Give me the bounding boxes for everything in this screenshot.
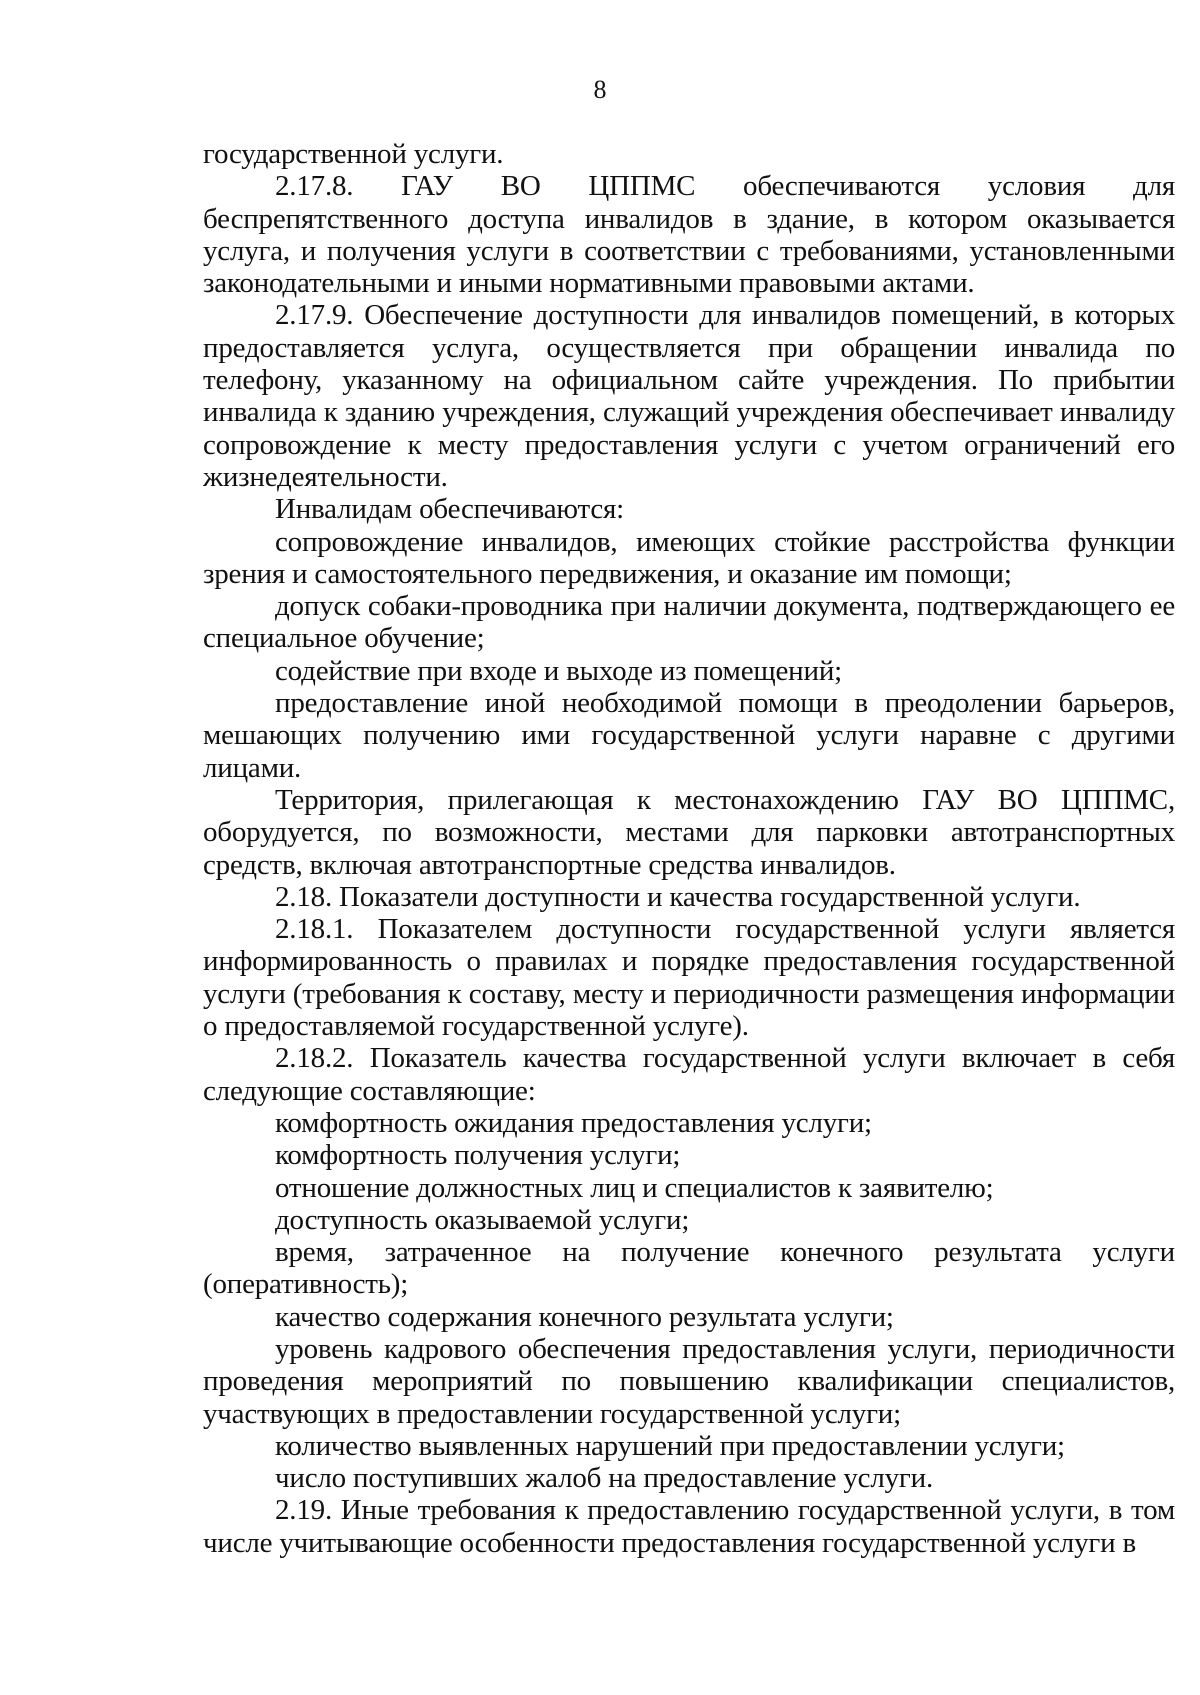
paragraph-2-18-2: 2.18.2. Показатель качества государственной услуги включает в себя следующие составляющие: xyxy=(203,1042,1175,1107)
document-body xyxy=(203,138,1175,1559)
page-number: 8 xyxy=(593,75,607,104)
list-item-time-spent: время, затраченное на получение конечного результата услуги (оперативность); xyxy=(203,1236,1175,1301)
list-item-staffing-level: уровень кадрового обеспечения предоставления услуги, периодичности проведения мероприятий по повышению квалификации специалистов, участвующих в предоставлении государственной услуги; xyxy=(203,1332,1175,1430)
list-item-other-help: предоставление иной необходимой помощи в преодолении барьеров, мешающих получению ими государственной услуги наравне с другими лицами. xyxy=(203,687,1175,784)
paragraph-2-17-9: 2.17.9. Обеспечение доступности для инвалидов помещений, в которых предоставляется услуга, осуществляется при обращении инвалида по телефону, указанному на официальном сайте учреждения. По прибытии инвалида к зданию учреждения, служащий учреждения обеспечивает инвалиду сопровождение к месту предоставления услуги с учетом ограничений его жизнедеятельности. xyxy=(203,299,1175,493)
list-item-entry-exit: содействие при входе и выходе из помещений; xyxy=(275,654,842,687)
paragraph-continuation: государственной услуги. xyxy=(203,138,504,170)
list-item-complaints-count: число поступивших жалоб на предоставление услуги. xyxy=(275,1462,933,1495)
paragraph-invalids-provided: Инвалидам обеспечиваются: xyxy=(275,493,624,526)
list-item-result-quality: качество содержания конечного результата услуги; xyxy=(275,1300,894,1333)
list-item-escort: сопровождение инвалидов, имеющих стойкие расстройства функции зрения и самостоятельного передвижения, и оказание им помощи; xyxy=(203,525,1175,590)
paragraph-2-19: 2.19. Иные требования к предоставлению государственной услуги, в том числе учитывающие особенности предоставления государственной услуги в xyxy=(203,1494,1175,1559)
paragraph-2-18: 2.18. Показатели доступности и качества государственной услуги. xyxy=(275,880,1081,913)
list-item-staff-attitude: отношение должностных лиц и специалистов к заявителю; xyxy=(275,1171,994,1204)
list-item-guide-dog: допуск собаки-проводника при наличии документа, подтверждающего ее специальное обучение; xyxy=(203,590,1175,655)
list-item-receiving-comfort: комфортность получения услуги; xyxy=(275,1139,681,1172)
list-item-accessibility: доступность оказываемой услуги; xyxy=(275,1203,690,1236)
paragraph-territory: Территория, прилегающая к местонахождению ГАУ ВО ЦППМС, оборудуется, по возможности, местами для парковки автотранспортных средств, включая автотранспортные средства инвалидов. xyxy=(203,783,1175,881)
paragraph-2-17-8: 2.17.8. ГАУ ВО ЦППМС обеспечиваются условия для беспрепятственного доступа инвалидов в здание, в котором оказывается услуга, и получения услуги в соответствии с требованиями, установленными законодательными и иными нормативными правовыми актами. xyxy=(203,170,1175,300)
paragraph-2-18-1: 2.18.1. Показателем доступности государственной услуги является информированность о правилах и порядке предоставления государственной услуги (требования к составу, месту и периодичности размещения информации о предоставляемой государственной услуге). xyxy=(203,913,1175,1043)
list-item-violations-count: количество выявленных нарушений при предоставлении услуги; xyxy=(275,1429,1065,1462)
list-item-waiting-comfort: комфортность ожидания предоставления услуги; xyxy=(275,1106,872,1139)
